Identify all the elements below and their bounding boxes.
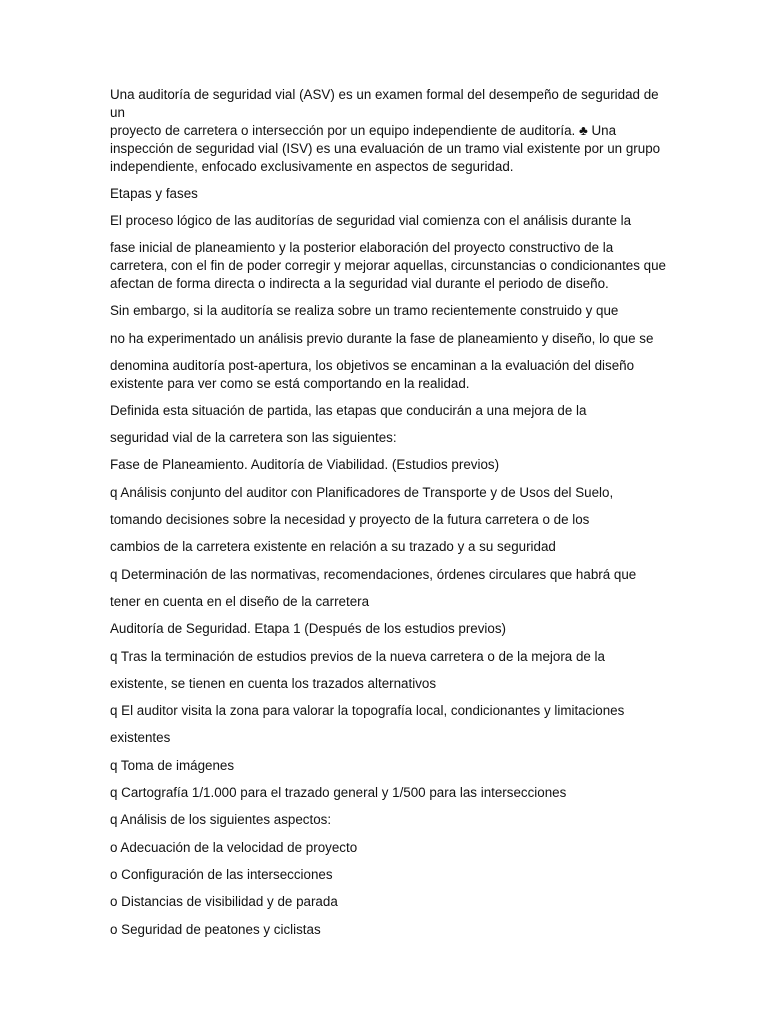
list-item-continuation: existentes — [110, 730, 171, 746]
list-item: q Toma de imágenes — [110, 757, 235, 773]
sub-list-item: o Distancias de visibilidad y de parada — [110, 894, 338, 910]
paragraph-line: Sin embargo, si la auditoría se realiza sobre un tramo recientemente construido y que — [110, 303, 619, 319]
list-item: q El auditor visita la zona para valorar la topografía local, condicionantes y limitaciones — [110, 703, 625, 719]
paragraph-intro: Una auditoría de seguridad vial (ASV) es un examen formal del desempeño de seguridad de un proyecto de carretera o intersección por un equipo independiente de auditoría. ♣ Una inspección de seguridad vial (ISV) es una evaluación de un tramo vial existente por un grupo independiente, enfocado exclusivamente en aspectos de seguridad. — [110, 87, 661, 174]
paragraph-line: El proceso lógico de las auditorías de seguridad vial comienza con el análisis durante la — [110, 213, 632, 228]
list-item-continuation: existente, se tienen en cuenta los trazados alternativos — [110, 675, 437, 691]
list-item: q Cartografía 1/1.000 para el trazado general y 1/500 para las intersecciones — [110, 785, 567, 801]
list-item-continuation: cambios de la carretera existente en relación a su trazado y a su seguridad — [110, 539, 556, 555]
sub-list-item: o Adecuación de la velocidad de proyecto — [110, 839, 358, 855]
sub-list-item: o Configuración de las intersecciones — [110, 866, 333, 882]
list-item-continuation: tener en cuenta en el diseño de la carretera — [110, 593, 370, 609]
section-heading-etapa-1: Auditoría de Seguridad. Etapa 1 (Después de los estudios previos) — [110, 621, 507, 637]
paragraph-line: Definida esta situación de partida, las etapas que conducirán a una mejora de la — [110, 402, 587, 418]
list-item: q Tras la terminación de estudios previos de la nueva carretera o de la mejora de la — [110, 648, 605, 664]
paragraph-block: denomina auditoría post-apertura, los objetivos se encaminan a la evaluación del diseño existente para ver como se está comportando en la realidad. — [110, 357, 635, 391]
section-heading-etapas: Etapas y fases — [110, 186, 198, 201]
sub-list-item: o Seguridad de peatones y ciclistas — [110, 921, 321, 937]
section-heading-planeamiento: Fase de Planeamiento. Auditoría de Viabilidad. (Estudios previos) — [110, 457, 500, 473]
paragraph-block: fase inicial de planeamiento y la posterior elaboración del proyecto constructivo de la carretera, con el fin de poder corregir y mejorar aquellas, circunstancias o condicionantes que afectan de forma directa o indirecta a la seguridad vial durante el periodo de diseño. — [110, 240, 667, 292]
document-page — [110, 86, 670, 948]
list-item-continuation: tomando decisiones sobre la necesidad y proyecto de la futura carretera o de los — [110, 512, 590, 528]
list-item: q Análisis de los siguientes aspectos: — [110, 812, 332, 828]
paragraph-line: no ha experimentado un análisis previo durante la fase de planeamiento y diseño, lo que se — [110, 330, 654, 346]
list-item: q Determinación de las normativas, recomendaciones, órdenes circulares que habrá que — [110, 566, 637, 582]
paragraph-line: seguridad vial de la carretera son las siguientes: — [110, 430, 397, 446]
list-item: q Análisis conjunto del auditor con Planificadores de Transporte y de Usos del Suelo, — [110, 484, 614, 500]
